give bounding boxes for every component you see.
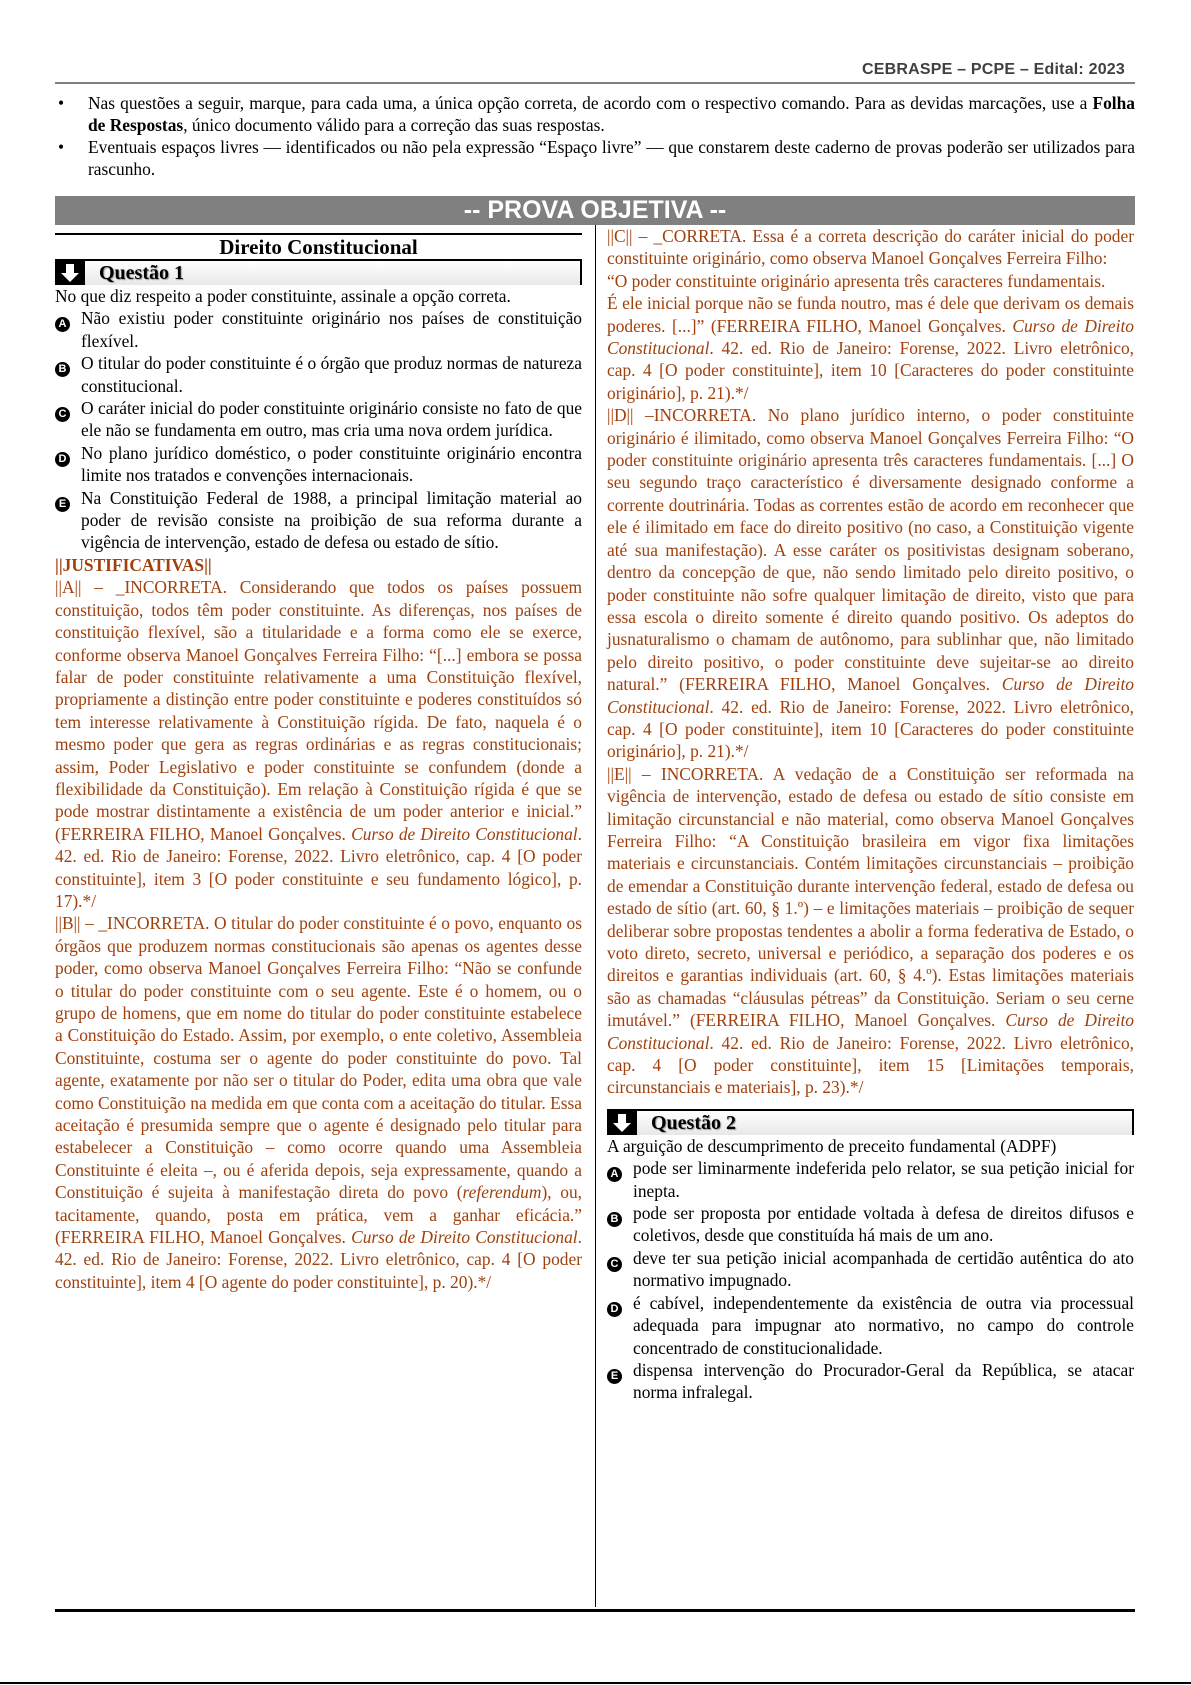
option-e[interactable]: E Na Constituição Federal de 1988, a principal limitação material ao poder de revisão consiste na proibição de sua reforma durante a vigência de intervenção, estado de defesa ou estado de sítio. <box>55 487 582 554</box>
bullet-icon: • <box>58 137 65 157</box>
page-header <box>55 60 1135 84</box>
option-letter-icon: B <box>55 355 81 397</box>
option-letter-icon: E <box>607 1362 633 1404</box>
bullet-icon: • <box>58 93 65 113</box>
option-letter-icon: A <box>607 1160 633 1202</box>
question-label: Questão 1 <box>99 261 184 284</box>
option-letter-icon: B <box>607 1205 633 1247</box>
option-letter-icon: D <box>607 1295 633 1359</box>
answer-sheet-label: Folha de Respostas <box>88 93 1135 135</box>
justification-d: ||D|| –INCORRETA. No plano jurídico interno, o poder constituinte originário é ilimitado, como observa Manoel Gonçalves Ferreira Filho: “O poder constituinte originário apresenta três caracteres fundamentais. [...] O seu segundo traço característico é diversamente designado conforme a corrente doutrinária. Todas as correntes estão de acordo em reconhecer que ele é ilimitado em face do direito positivo (no caso, a Constituição vigente até sua manifestação). A esse caráter os positivistas designam soberano, dentro da concepção de que, não sendo limitado pelo direito positivo, o poder constituinte não sofre qualquer limitação de direito, visto que para essa escola o direito somente é direito quando positivo. Os adeptos do jusnaturalismo o chamam de autônomo, para sublinhar que, não limitado pelo direito positivo, o poder constituinte deve sujeitar-se ao direito natural.” (FERREIRA FILHO, Manoel Gonçalves. Curso de Direito Constitucional. 42. ed. Rio de Janeiro: Forense, 2022. Livro eletrônico, cap. 4 [O poder constituinte], item 10 [Caracteres do poder constituinte originário], p. 21).*/ <box>607 405 1134 762</box>
question-header-2 <box>607 1109 1134 1135</box>
option-letter-icon: D <box>55 445 81 487</box>
option-d[interactable]: D No plano jurídico doméstico, o poder constituinte originário encontra limite nos tratados e convenções internacionais. <box>55 442 582 487</box>
right-column <box>607 225 1134 1404</box>
down-arrow-icon <box>607 1111 637 1135</box>
exam-header-title: CEBRASPE – PCPE – Edital: 2023 <box>862 61 1125 78</box>
instruction-item: • Nas questões a seguir, marque, para cada uma, a única opção correta, de acordo com o respectivo comando. Para as devidas marcações, use a Folha de Respostas, único documento válido para a correção das suas respostas. <box>55 92 1135 136</box>
option-letter-icon: C <box>607 1250 633 1292</box>
option-a[interactable]: A Não existiu poder constituinte originário nos países de constituição flexível. <box>55 307 582 352</box>
option-c[interactable]: C deve ter sua petição inicial acompanhada de certidão autêntica do ato normativo impugnado. <box>607 1247 1134 1292</box>
footer-rule <box>0 1682 1191 1684</box>
option-b[interactable]: B pode ser proposta por entidade voltada à defesa de direitos difusos e coletivos, desde que constituída há mais de um ano. <box>607 1202 1134 1247</box>
option-letter-icon: A <box>55 310 81 352</box>
option-a[interactable]: A pode ser liminarmente indeferida pelo relator, se sua petição inicial for inepta. <box>607 1157 1134 1202</box>
column-divider <box>595 225 596 1607</box>
option-b[interactable]: B O titular do poder constituinte é o órgão que produz normas de natureza constitucional. <box>55 352 582 397</box>
down-arrow-icon <box>55 261 85 285</box>
instructions <box>55 92 1135 180</box>
instruction-item: • Eventuais espaços livres — identificados ou não pela expressão “Espaço livre” — que constarem deste caderno de provas poderão ser utilizados para rascunho. <box>55 136 1135 180</box>
option-letter-icon: C <box>55 400 81 442</box>
question-stem: A arguição de descumprimento de preceito fundamental (ADPF) <box>607 1135 1057 1156</box>
left-column <box>55 225 582 1293</box>
justification-c: ||C|| – _CORRETA. Essa é a correta descrição do caráter inicial do poder constituinte originário, como observa Manoel Gonçalves Ferreira Filho: “O poder constituinte originário apresenta três caracteres fundamentais. É ele inicial porque não se funda noutro, mas é dele que derivam os demais poderes. [...]” (FERREIRA FILHO, Manoel Gonçalves. Curso de Direito Constitucional. 42. ed. Rio de Janeiro: Forense, 2022. Livro eletrônico, cap. 4 [O poder constituinte], item 10 [Caracteres do poder constituinte originário], p. 21).*/ <box>607 226 1134 403</box>
option-letter-icon: E <box>55 490 81 554</box>
section-banner: -- PROVA OBJETIVA -- <box>55 196 1135 225</box>
question-header-1 <box>55 259 582 285</box>
option-c[interactable]: C O caráter inicial do poder constituinte originário consiste no fato de que ele não se fundamenta em outro, mas cria uma nova ordem jurídica. <box>55 397 582 442</box>
justification-b: ||B|| – _INCORRETA. O titular do poder constituinte é o povo, enquanto os órgãos que produzem normas constitucionais são apenas os agentes desse poder, como observa Manoel Gonçalves Ferreira Filho: “Não se confunde o titular do poder constituinte com o seu agente. Este é o homem, ou o grupo de homens, que em nome do titular do poder constituinte estabelece a Constituição do Estado. Assim, por exemplo, o ente coletivo, Assembleia Constituinte, costuma ser o agente do poder constituinte do povo. Tal agente, exatamente por não ser o titular do Poder, edita uma obra que vale como Constituição na medida em que conta com a aceitação do titular. Essa aceitação é presumida sempre que o agente é designado pelo titular para estabelecer a Constituição – como ocorre quando uma Assembleia Constituinte é eleita –, ou é aferida depois, seja expressamente, quando a Constituição é sujeita à manifestação direta do povo (referendum), ou, tacitamente, quando, posta em prática, vem a ganhar eficácia.” (FERREIRA FILHO, Manoel Gonçalves. Curso de Direito Constitucional. 42. ed. Rio de Janeiro: Forense, 2022. Livro eletrônico, cap. 4 [O poder constituinte], item 4 [O agente do poder constituinte], p. 20).*/ <box>55 913 583 1292</box>
option-e[interactable]: E dispensa intervenção do Procurador-Geral da República, se atacar norma infralegal. <box>607 1359 1134 1404</box>
justification-e: ||E|| – INCORRETA. A vedação de a Constituição ser reformada na vigência de intervenção, estado de defesa ou estado de sítio consiste em limitação circunstancial e não material, como observa Manoel Gonçalves Ferreira Filho: “A Constituição brasileira em vigor fixa limitações materiais e circunstanciais. Contém limitações circunstanciais – proibição de emendar a Constituição durante intervenção federal, estado de defesa ou estado de sítio (art. 60, § 1.º) – e limitações materiais – proibição de sequer deliberar sobre propostas tendentes a abolir a forma federativa de Estado, o voto direto, secreto, universal e periódico, a separação dos poderes e os direitos e garantias individuais (art. 60, § 4.º). Estas limitações materiais são as chamadas “cláusulas pétreas” da Constituição. Seriam o seu cerne imutável.” (FERREIRA FILHO, Manoel Gonçalves. Curso de Direito Constitucional. 42. ed. Rio de Janeiro: Forense, 2022. Livro eletrônico, cap. 4 [O poder constituinte], item 15 [Limitações temporais, circunstanciais e materiais], p. 23).*/ <box>607 763 1134 1098</box>
question-label: Questão 2 <box>651 1111 736 1134</box>
subject-title: Direito Constitucional <box>55 233 582 259</box>
bottom-rule <box>55 1609 1135 1612</box>
justifications-title: ||JUSTIFICATIVAS|| <box>55 554 212 575</box>
question-stem: No que diz respeito a poder constituinte, assinale a opção correta. <box>55 286 511 306</box>
justification-a: ||A|| – _INCORRETA. Considerando que todos os países possuem constituição, todos têm poder constituinte. As diferenças, nos países de constituição flexível, são a titularidade e a forma como ele se exerce, conforme observa Manoel Gonçalves Ferreira Filho: “[...] embora se possa falar de poder constituinte relativamente a uma Constituição flexível, propriamente a distinção entre poder constituinte e poderes constituídos só tem interesse relativamente à Constituição rígida. De fato, naquela é o mesmo poder que gera as regras ordinárias e as regras constitucionais; assim, Poder Legislativo e poder constituinte se confundem (donde a flexibilidade da Constituição). Em relação à Constituição rígida é que se pode mostrar distintamente a existência de um poder anterior e inicial.” (FERREIRA FILHO, Manoel Gonçalves. Curso de Direito Constitucional. 42. ed. Rio de Janeiro: Forense, 2022. Livro eletrônico, cap. 4 [O poder constituinte], item 3 [O poder constituinte e seu fundamento lógico], p. 17).*/ <box>55 577 582 911</box>
option-d[interactable]: D é cabível, independentemente da existência de outra via processual adequada para impugnar ato normativo, no campo do controle concentrado de constitucionalidade. <box>607 1292 1134 1359</box>
